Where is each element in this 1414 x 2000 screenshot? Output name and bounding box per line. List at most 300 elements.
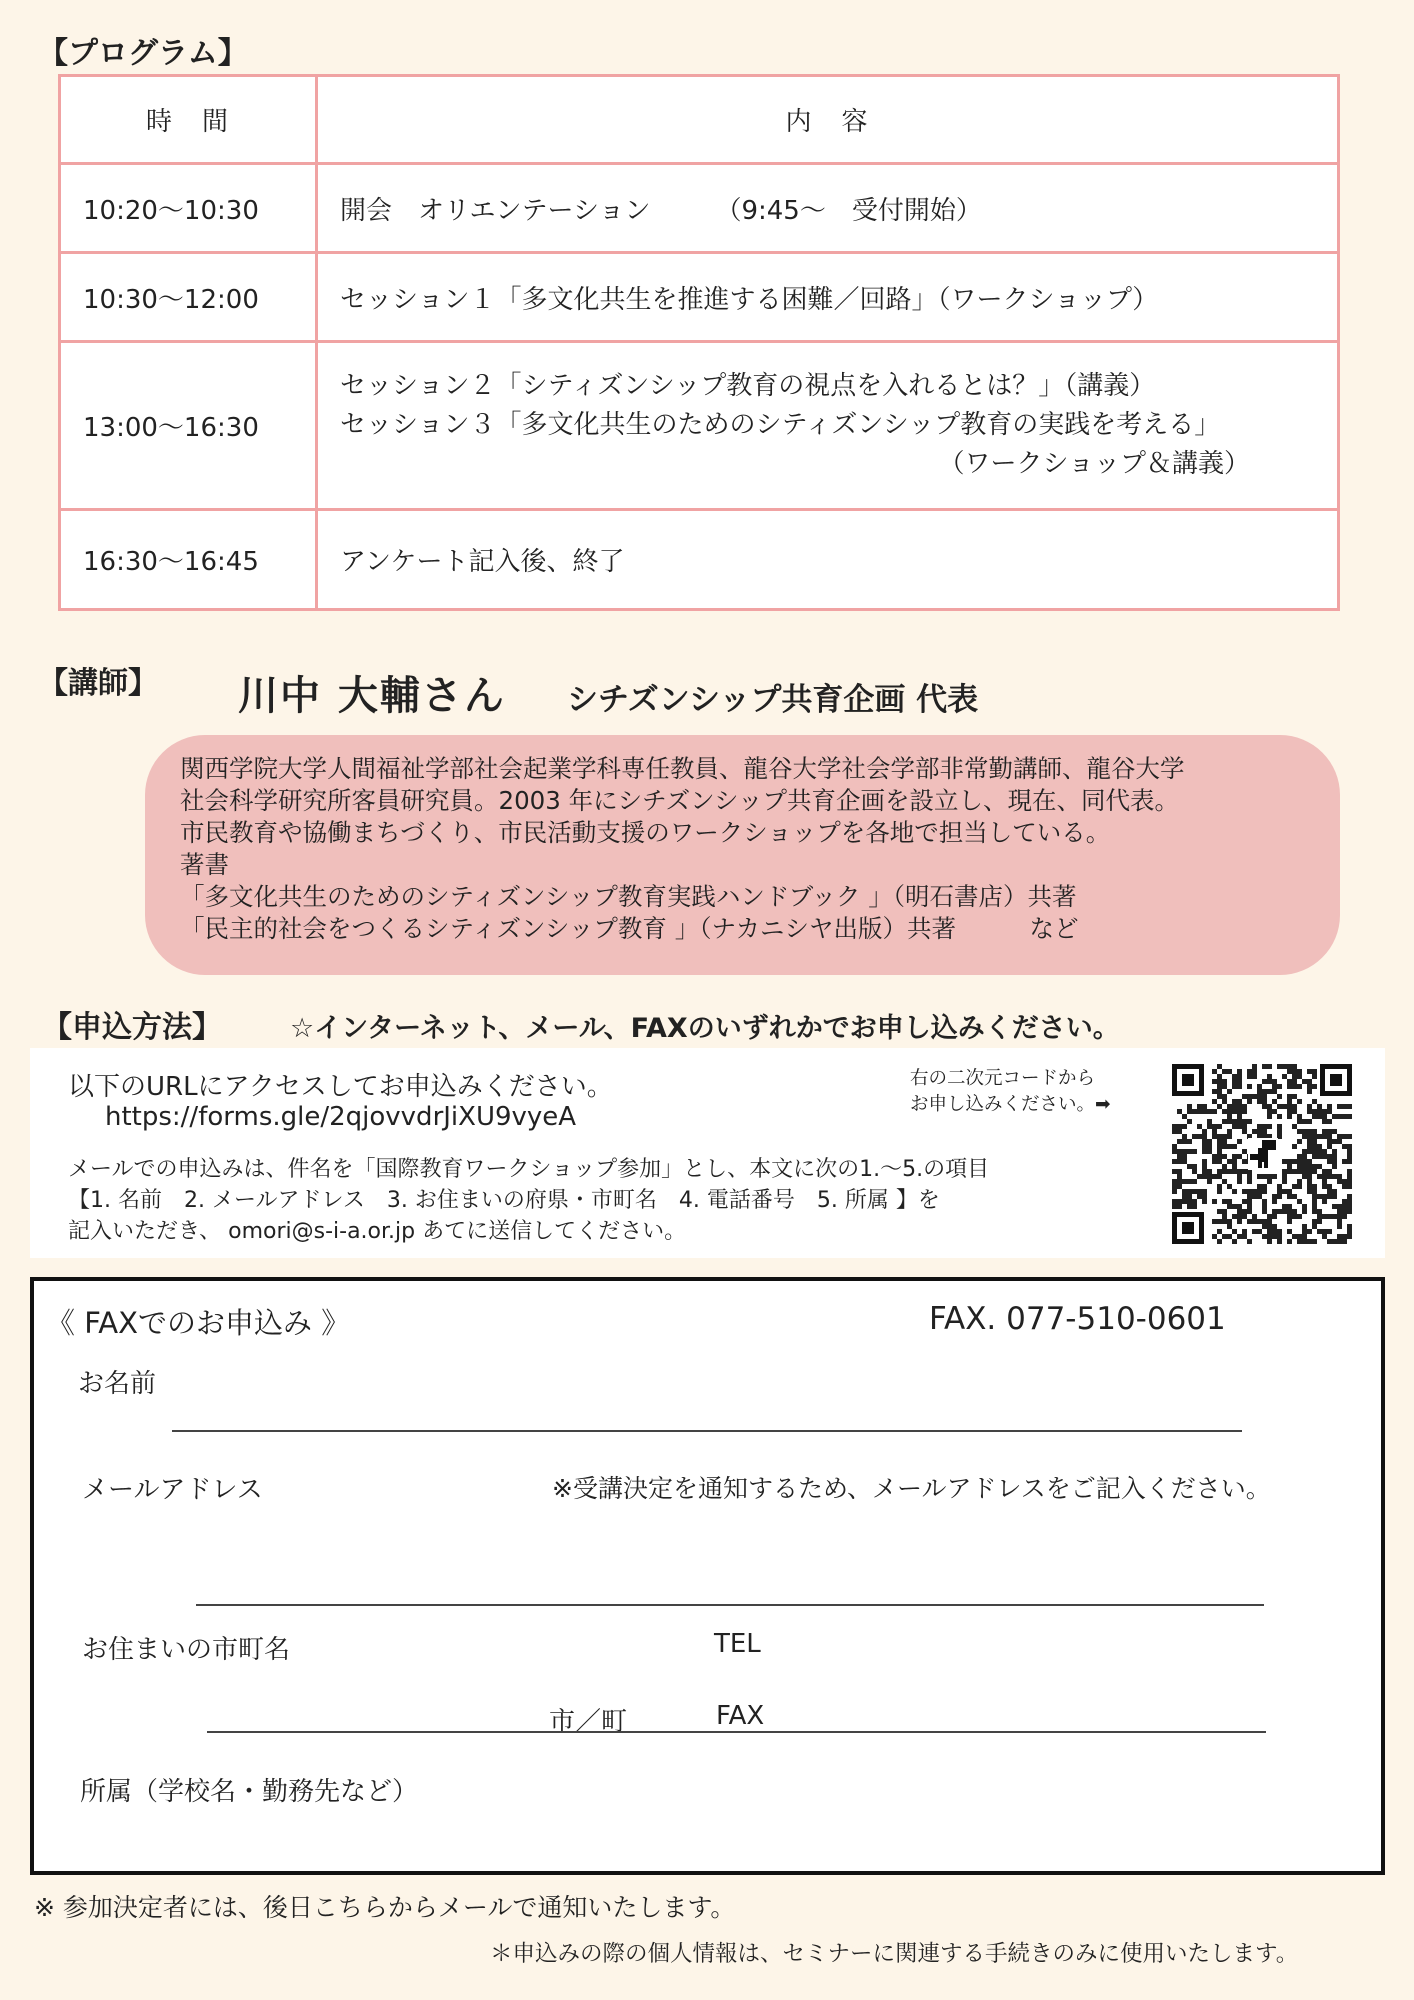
qr-module bbox=[1277, 1194, 1282, 1199]
row-note: （ワークショップ＆講義） bbox=[938, 449, 1250, 479]
name-label: お名前 bbox=[78, 1369, 157, 1399]
qr-module bbox=[1247, 1204, 1252, 1209]
qr-module bbox=[1182, 1199, 1187, 1204]
qr-module bbox=[1267, 1239, 1272, 1244]
qr-module bbox=[1202, 1194, 1207, 1199]
qr-module bbox=[1287, 1084, 1292, 1089]
qr-module bbox=[1192, 1164, 1197, 1169]
qr-module bbox=[1327, 1169, 1332, 1174]
qr-module bbox=[1267, 1229, 1272, 1234]
qr-module bbox=[1317, 1229, 1322, 1234]
qr-module bbox=[1217, 1084, 1222, 1089]
qr-module bbox=[1337, 1209, 1342, 1214]
qr-module bbox=[1312, 1074, 1317, 1079]
qr-module bbox=[1292, 1144, 1297, 1149]
qr-module bbox=[1272, 1214, 1277, 1219]
mail-line: メールでの申込みは、件名を「国際教育ワークショップ参加」とし、本文に次の1.～5.の項目 bbox=[68, 1157, 990, 1182]
qr-module bbox=[1257, 1084, 1262, 1089]
qr-module bbox=[1212, 1079, 1217, 1084]
qr-module bbox=[1302, 1224, 1307, 1229]
qr-module bbox=[1272, 1234, 1277, 1239]
qr-module bbox=[1317, 1214, 1322, 1219]
qr-module bbox=[1337, 1104, 1342, 1109]
qr-module bbox=[1317, 1194, 1322, 1199]
qr-module bbox=[1242, 1229, 1247, 1234]
qr-module bbox=[1237, 1119, 1242, 1124]
qr-module bbox=[1327, 1239, 1332, 1244]
qr-module bbox=[1197, 1194, 1202, 1199]
qr-module bbox=[1322, 1109, 1327, 1114]
qr-module bbox=[1272, 1224, 1277, 1229]
qr-module bbox=[1337, 1114, 1342, 1119]
qr-module bbox=[1317, 1174, 1322, 1179]
qr-module bbox=[1237, 1179, 1242, 1184]
table-header-row bbox=[60, 76, 1339, 164]
qr-module bbox=[1337, 1234, 1342, 1239]
qr-module bbox=[1322, 1154, 1327, 1159]
qr-module bbox=[1232, 1084, 1237, 1089]
qr-module bbox=[1332, 1129, 1337, 1134]
row-time: 10:30～12:00 bbox=[60, 253, 317, 342]
qr-module bbox=[1312, 1204, 1317, 1209]
qr-module bbox=[1292, 1109, 1297, 1114]
qr-module bbox=[1227, 1204, 1232, 1209]
qr-module bbox=[1292, 1124, 1297, 1129]
qr-module bbox=[1297, 1069, 1302, 1074]
qr-module bbox=[1267, 1224, 1272, 1229]
qr-module bbox=[1237, 1209, 1242, 1214]
qr-module bbox=[1272, 1084, 1277, 1089]
qr-module bbox=[1287, 1099, 1292, 1104]
qr-module bbox=[1312, 1099, 1317, 1104]
qr-module bbox=[1312, 1224, 1317, 1229]
qr-module bbox=[1212, 1199, 1217, 1204]
row-time: 13:00～16:30 bbox=[60, 342, 317, 510]
qr-module bbox=[1247, 1094, 1252, 1099]
qr-module bbox=[1222, 1119, 1227, 1124]
email-note: ※受講決定を通知するため、メールアドレスをご記入ください。 bbox=[552, 1474, 1271, 1503]
qr-module bbox=[1182, 1149, 1187, 1154]
footer-note-privacy: ＊申込みの際の個人情報は、セミナーに関連する手続きのみに使用いたします。 bbox=[490, 1941, 1299, 1967]
table-row bbox=[60, 510, 1339, 610]
qr-module bbox=[1307, 1179, 1312, 1184]
qr-module bbox=[1187, 1204, 1192, 1209]
table-row bbox=[60, 164, 1339, 253]
qr-module bbox=[1187, 1109, 1192, 1114]
qr-module bbox=[1282, 1189, 1287, 1194]
qr-module bbox=[1297, 1154, 1302, 1159]
qr-module bbox=[1332, 1189, 1337, 1194]
qr-module bbox=[1342, 1179, 1347, 1184]
qr-module bbox=[1327, 1229, 1332, 1234]
qr-module bbox=[1312, 1149, 1317, 1154]
qr-module bbox=[1237, 1114, 1242, 1119]
qr-module bbox=[1247, 1199, 1252, 1204]
qr-module bbox=[1232, 1124, 1237, 1129]
application-url[interactable]: https://forms.gle/2qjovvdrJiXU9vyeA bbox=[105, 1102, 577, 1132]
qr-module bbox=[1187, 1189, 1192, 1194]
qr-module bbox=[1247, 1209, 1252, 1214]
qr-module bbox=[1307, 1089, 1312, 1094]
qr-module bbox=[1342, 1134, 1347, 1139]
qr-module bbox=[1272, 1174, 1277, 1179]
qr-module bbox=[1347, 1209, 1352, 1214]
qr-module bbox=[1257, 1129, 1262, 1134]
qr-module bbox=[1347, 1184, 1352, 1189]
name-field[interactable] bbox=[172, 1430, 1242, 1432]
qr-module bbox=[1177, 1159, 1182, 1164]
qr-module bbox=[1227, 1114, 1232, 1119]
qr-module bbox=[1337, 1239, 1342, 1244]
qr-module bbox=[1277, 1104, 1282, 1109]
qr-module bbox=[1192, 1199, 1197, 1204]
qr-module bbox=[1347, 1159, 1352, 1164]
qr-module bbox=[1257, 1229, 1262, 1234]
qr-module bbox=[1292, 1094, 1297, 1099]
qr-module bbox=[1312, 1084, 1317, 1089]
qr-module bbox=[1237, 1069, 1242, 1074]
qr-module bbox=[1262, 1209, 1267, 1214]
qr-module bbox=[1287, 1209, 1292, 1214]
qr-module bbox=[1237, 1084, 1242, 1089]
qr-module bbox=[1267, 1104, 1272, 1109]
qr-module bbox=[1252, 1214, 1257, 1219]
qr-module bbox=[1212, 1234, 1217, 1239]
qr-module bbox=[1257, 1099, 1262, 1104]
qr-module bbox=[1277, 1064, 1282, 1069]
qr-module bbox=[1172, 1159, 1177, 1164]
qr-module bbox=[1192, 1189, 1197, 1194]
qr-module bbox=[1222, 1069, 1227, 1074]
qr-module bbox=[1292, 1234, 1297, 1239]
qr-module bbox=[1202, 1134, 1207, 1139]
qr-module bbox=[1232, 1204, 1237, 1209]
qr-module bbox=[1307, 1144, 1312, 1149]
qr-module bbox=[1272, 1209, 1277, 1214]
qr-module bbox=[1187, 1164, 1192, 1169]
qr-module bbox=[1267, 1064, 1272, 1069]
qr-module bbox=[1312, 1184, 1317, 1189]
qr-module bbox=[1312, 1129, 1317, 1134]
qr-module bbox=[1292, 1159, 1297, 1164]
qr-module bbox=[1237, 1104, 1242, 1109]
qr-module bbox=[1317, 1104, 1322, 1109]
qr-module bbox=[1172, 1144, 1177, 1149]
qr-module bbox=[1222, 1084, 1227, 1089]
qr-module bbox=[1347, 1149, 1352, 1154]
qr-module bbox=[1222, 1209, 1227, 1214]
qr-module bbox=[1332, 1174, 1337, 1179]
qr-module bbox=[1262, 1199, 1267, 1204]
qr-module bbox=[1192, 1149, 1197, 1154]
qr-module bbox=[1277, 1209, 1282, 1214]
qr-module bbox=[1277, 1114, 1282, 1119]
qr-module bbox=[1202, 1169, 1207, 1174]
qr-module bbox=[1302, 1164, 1307, 1169]
qr-module bbox=[1227, 1144, 1232, 1149]
qr-module bbox=[1242, 1119, 1247, 1124]
qr-module bbox=[1327, 1194, 1332, 1199]
qr-module bbox=[1337, 1179, 1342, 1184]
qr-module bbox=[1322, 1179, 1327, 1184]
qr-module bbox=[1347, 1134, 1352, 1139]
qr-module bbox=[1302, 1169, 1307, 1174]
qr-module bbox=[1207, 1169, 1212, 1174]
qr-module bbox=[1297, 1099, 1302, 1104]
qr-module bbox=[1222, 1134, 1227, 1139]
row-content bbox=[317, 164, 1339, 253]
qr-module bbox=[1232, 1109, 1237, 1114]
qr-module bbox=[1282, 1204, 1287, 1209]
qr-module bbox=[1202, 1164, 1207, 1169]
qr-module bbox=[1202, 1139, 1207, 1144]
qr-module bbox=[1312, 1109, 1317, 1114]
qr-module bbox=[1282, 1064, 1287, 1069]
qr-module bbox=[1277, 1184, 1282, 1189]
fax-form bbox=[30, 1277, 1385, 1875]
footer-note-participants: ※ 参加決定者には、後日こちらからメールで通知いたします。 bbox=[34, 1893, 736, 1922]
qr-module bbox=[1232, 1119, 1237, 1124]
qr-module bbox=[1232, 1214, 1237, 1219]
qr-module bbox=[1187, 1194, 1192, 1199]
url-intro: 以下のURLにアクセスしてお申込みください。 bbox=[68, 1072, 613, 1102]
bio-line: 関西学院大学人間福祉学部社会起業学科専任教員、龍谷大学社会学部非常勤講師、龍谷大学 bbox=[180, 754, 1185, 783]
qr-module bbox=[1242, 1129, 1247, 1134]
qr-module bbox=[1322, 1184, 1327, 1189]
qr-module bbox=[1282, 1179, 1287, 1184]
qr-module bbox=[1292, 1079, 1297, 1084]
qr-module bbox=[1312, 1169, 1317, 1174]
qr-module bbox=[1217, 1104, 1222, 1109]
qr-module bbox=[1307, 1134, 1312, 1139]
qr-module bbox=[1232, 1079, 1237, 1084]
qr-module bbox=[1197, 1124, 1202, 1129]
qr-module bbox=[1342, 1184, 1347, 1189]
qr-module bbox=[1227, 1184, 1232, 1189]
qr-module bbox=[1337, 1139, 1342, 1144]
qr-module bbox=[1217, 1239, 1222, 1244]
qr-module bbox=[1247, 1239, 1252, 1244]
qr-module bbox=[1222, 1219, 1227, 1224]
qr-module bbox=[1237, 1169, 1242, 1174]
mail-line: 【1. 名前 2. メールアドレス 3. お住まいの府県・市町名 4. 電話番号 5. 所属 】を bbox=[68, 1188, 940, 1213]
qr-module bbox=[1237, 1099, 1242, 1104]
qr-module bbox=[1317, 1209, 1322, 1214]
qr-module bbox=[1242, 1094, 1247, 1099]
qr-module bbox=[1232, 1154, 1237, 1159]
qr-module bbox=[1202, 1199, 1207, 1204]
qr-module bbox=[1237, 1234, 1242, 1239]
qr-module bbox=[1317, 1149, 1322, 1154]
qr-module bbox=[1337, 1224, 1342, 1229]
qr-module bbox=[1332, 1164, 1337, 1169]
qr-module bbox=[1237, 1079, 1242, 1084]
qr-module bbox=[1172, 1204, 1177, 1209]
qr-module bbox=[1232, 1104, 1237, 1109]
qr-module bbox=[1347, 1169, 1352, 1174]
qr-module bbox=[1217, 1229, 1222, 1234]
qr-module bbox=[1347, 1234, 1352, 1239]
qr-module bbox=[1307, 1159, 1312, 1164]
qr-module bbox=[1262, 1129, 1267, 1134]
qr-module bbox=[1297, 1139, 1302, 1144]
qr-module bbox=[1182, 1189, 1187, 1194]
qr-module bbox=[1187, 1139, 1192, 1144]
qr-module bbox=[1287, 1239, 1292, 1244]
qr-module bbox=[1292, 1184, 1297, 1189]
qr-module bbox=[1327, 1159, 1332, 1164]
qr-module bbox=[1262, 1089, 1267, 1094]
qr-module bbox=[1177, 1109, 1182, 1114]
qr-module bbox=[1312, 1134, 1317, 1139]
qr-module bbox=[1232, 1164, 1237, 1169]
mail-line: 記入いただき、 omori@s-i-a.or.jp あてに送信してください。 bbox=[68, 1219, 687, 1244]
qr-module bbox=[1202, 1104, 1207, 1109]
qr-module bbox=[1182, 1179, 1187, 1184]
qr-module bbox=[1262, 1094, 1267, 1099]
qr-module bbox=[1272, 1109, 1277, 1114]
qr-module bbox=[1307, 1184, 1312, 1189]
row-content bbox=[317, 510, 1339, 610]
qr-module bbox=[1217, 1139, 1222, 1144]
qr-module bbox=[1312, 1164, 1317, 1169]
qr-module bbox=[1227, 1224, 1232, 1229]
qr-module bbox=[1257, 1124, 1262, 1129]
qr-module bbox=[1317, 1154, 1322, 1159]
qr-module bbox=[1242, 1214, 1247, 1219]
qr-module bbox=[1212, 1219, 1217, 1224]
qr-module bbox=[1307, 1139, 1312, 1144]
qr-module bbox=[1242, 1159, 1247, 1164]
qr-module bbox=[1257, 1089, 1262, 1094]
qr-module bbox=[1282, 1174, 1287, 1179]
qr-module bbox=[1332, 1239, 1337, 1244]
qr-module bbox=[1347, 1104, 1352, 1109]
qr-module bbox=[1262, 1064, 1267, 1069]
qr-module bbox=[1332, 1214, 1337, 1219]
qr-module bbox=[1312, 1194, 1317, 1199]
row-line: セッション１「多文化共生を推進する困難／回路」（ワークショップ） bbox=[340, 284, 1159, 315]
row-content bbox=[317, 253, 1339, 342]
application-panel bbox=[30, 1048, 1385, 1258]
qr-module bbox=[1307, 1239, 1312, 1244]
qr-module bbox=[1287, 1204, 1292, 1209]
qr-module bbox=[1297, 1239, 1302, 1244]
qr-module bbox=[1177, 1154, 1182, 1159]
qr-module bbox=[1182, 1159, 1187, 1164]
qr-module bbox=[1307, 1079, 1312, 1084]
email-field[interactable] bbox=[196, 1604, 1264, 1606]
qr-module bbox=[1247, 1119, 1252, 1124]
qr-module bbox=[1327, 1214, 1332, 1219]
header-time: 時 間 bbox=[60, 76, 317, 164]
qr-module bbox=[1272, 1229, 1277, 1234]
qr-module bbox=[1237, 1154, 1242, 1159]
qr-module bbox=[1177, 1184, 1182, 1189]
qr-module bbox=[1192, 1134, 1197, 1139]
row-time: 10:20～10:30 bbox=[60, 164, 317, 253]
qr-module bbox=[1287, 1079, 1292, 1084]
qr-module bbox=[1262, 1219, 1267, 1224]
qr-module bbox=[1317, 1134, 1322, 1139]
qr-module bbox=[1207, 1149, 1212, 1154]
qr-module bbox=[1327, 1119, 1332, 1124]
qr-module bbox=[1212, 1129, 1217, 1134]
city-suffix: 市／町 bbox=[549, 1707, 628, 1737]
row-line: セッション３「多文化共生のためのシティズンシップ教育の実践を考える」 bbox=[340, 410, 1221, 440]
qr-module bbox=[1217, 1074, 1222, 1079]
qr-module bbox=[1217, 1209, 1222, 1214]
qr-module bbox=[1347, 1154, 1352, 1159]
qr-note-line: お申し込みください。➡ bbox=[910, 1094, 1111, 1115]
program-table bbox=[58, 74, 1340, 611]
qr-module bbox=[1217, 1174, 1222, 1179]
qr-module bbox=[1287, 1189, 1292, 1194]
qr-module bbox=[1212, 1154, 1217, 1159]
qr-module bbox=[1342, 1209, 1347, 1214]
qr-module bbox=[1317, 1114, 1322, 1119]
qr-module bbox=[1287, 1109, 1292, 1114]
qr-module bbox=[1177, 1139, 1182, 1144]
qr-module bbox=[1342, 1114, 1347, 1119]
qr-module bbox=[1237, 1124, 1242, 1129]
qr-module bbox=[1207, 1179, 1212, 1184]
qr-module bbox=[1302, 1119, 1307, 1124]
city-tel-fax-field[interactable] bbox=[207, 1731, 1266, 1733]
qr-module bbox=[1312, 1069, 1317, 1074]
qr-module bbox=[1307, 1164, 1312, 1169]
row-line: 開会 オリエンテーション （9:45～ 受付開始） bbox=[340, 195, 982, 226]
qr-module bbox=[1282, 1104, 1287, 1109]
qr-module bbox=[1297, 1179, 1302, 1184]
row-line: セッション２「シティズンシップ教育の視点を入れるとは？」（講義） bbox=[340, 371, 1156, 401]
qr-module bbox=[1322, 1129, 1327, 1134]
qr-module bbox=[1287, 1104, 1292, 1109]
qr-module bbox=[1292, 1194, 1297, 1199]
qr-module bbox=[1307, 1174, 1312, 1179]
qr-module bbox=[1312, 1144, 1317, 1149]
qr-module bbox=[1247, 1069, 1252, 1074]
qr-module bbox=[1222, 1079, 1227, 1084]
qr-module bbox=[1222, 1144, 1227, 1149]
qr-module bbox=[1332, 1204, 1337, 1209]
qr-module bbox=[1297, 1084, 1302, 1089]
qr-module bbox=[1192, 1169, 1197, 1174]
qr-module bbox=[1262, 1234, 1267, 1239]
qr-module bbox=[1232, 1074, 1237, 1079]
qr-module bbox=[1247, 1219, 1252, 1224]
qr-module bbox=[1292, 1104, 1297, 1109]
qr-module bbox=[1222, 1139, 1227, 1144]
qr-module bbox=[1287, 1069, 1292, 1074]
qr-module bbox=[1217, 1189, 1222, 1194]
qr-module bbox=[1297, 1164, 1302, 1169]
qr-module bbox=[1297, 1169, 1302, 1174]
qr-module bbox=[1202, 1109, 1207, 1114]
qr-module bbox=[1172, 1199, 1177, 1204]
qr-module bbox=[1347, 1204, 1352, 1209]
qr-module bbox=[1297, 1074, 1302, 1079]
qr-module bbox=[1262, 1124, 1267, 1129]
qr-module bbox=[1322, 1199, 1327, 1204]
qr-module bbox=[1287, 1159, 1292, 1164]
qr-module bbox=[1337, 1174, 1342, 1179]
qr-code[interactable] bbox=[1172, 1064, 1352, 1244]
qr-module bbox=[1187, 1179, 1192, 1184]
qr-module bbox=[1267, 1234, 1272, 1239]
qr-module bbox=[1277, 1229, 1282, 1234]
qr-module bbox=[1207, 1119, 1212, 1124]
